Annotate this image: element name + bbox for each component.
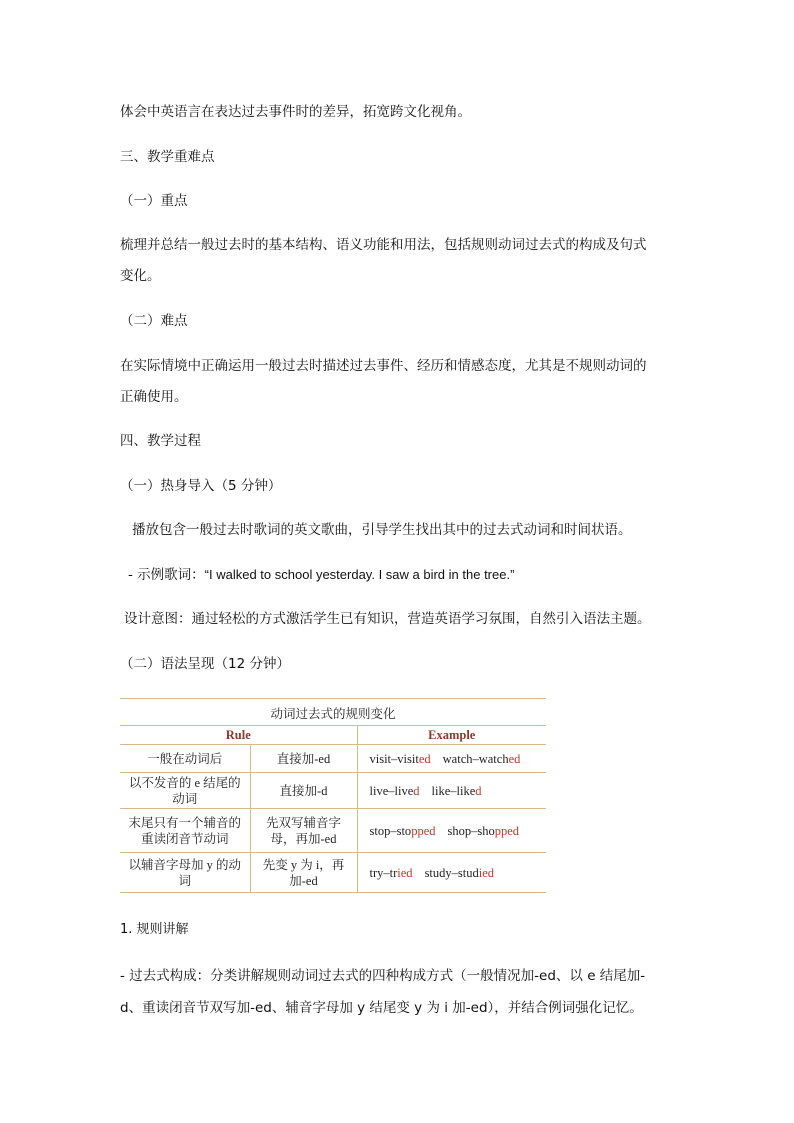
cell-example — [357, 773, 546, 809]
example-1 — [370, 783, 420, 799]
example-ending: ied — [478, 865, 495, 880]
cell-rule: 直接加-ed — [250, 745, 357, 773]
cell-example — [357, 853, 546, 893]
example-ending: d — [413, 783, 420, 798]
example-2 — [432, 783, 482, 799]
lyric-line — [128, 565, 514, 585]
cell-condition: 末尾只有一个辅音的重读闭音节动词 — [120, 809, 250, 853]
table-row — [120, 853, 546, 893]
example-ending: ied — [397, 865, 413, 880]
example-ending: ed — [418, 751, 431, 766]
cell-condition: 以不发音的 e 结尾的动词 — [120, 773, 250, 809]
cell-rule: 直接加-d — [250, 773, 357, 809]
example-2 — [448, 823, 520, 839]
example-base: visit–visit — [369, 751, 419, 766]
example-base: shop–sho — [447, 823, 495, 838]
example-base: try–tr — [369, 865, 398, 880]
paragraph-key-1: 梳理并总结一般过去时的基本结构、语义功能和用法，包括规则动词过去式的构成及句式 — [120, 237, 647, 253]
subheading-difficulties: （二）难点 — [120, 313, 188, 329]
rule-table-grid — [120, 725, 546, 893]
example-2 — [443, 751, 521, 767]
example-1 — [370, 751, 431, 767]
example-base: stop–sto — [369, 823, 412, 838]
example-ending: pped — [494, 823, 520, 838]
example-1 — [370, 865, 413, 881]
example-ending: pped — [411, 823, 436, 838]
paragraph-rule-2: d、重读闭音节双写加-ed、辅音字母加 y 结尾变 y 为 i 加-ed），并结合例词强化记忆。 — [120, 1000, 643, 1016]
example-base: like–like — [431, 783, 476, 798]
table-row — [120, 773, 546, 809]
paragraph-rule-1: - 过去式构成：分类讲解规则动词过去式的四种构成方式（一般情况加-ed、以 e 结尾加- — [120, 968, 646, 984]
subheading-warmup: （一）热身导入（5 分钟） — [120, 478, 282, 494]
example-1 — [370, 823, 436, 839]
subheading-grammar: （二）语法呈现（12 分钟） — [120, 656, 290, 672]
paragraph-key-2: 变化。 — [120, 268, 161, 284]
table-header-row — [120, 726, 546, 745]
table-row — [120, 745, 546, 773]
header-rule: Rule — [120, 726, 357, 745]
cell-example — [357, 809, 546, 853]
cell-rule: 先双写辅音字母，再加-ed — [250, 809, 357, 853]
example-ending: d — [475, 783, 482, 798]
table-row — [120, 809, 546, 853]
cell-condition: 以辅音字母加 y 的动词 — [120, 853, 250, 893]
header-example: Example — [357, 726, 546, 745]
paragraph-intro: 体会中英语言在表达过去事件时的差异，拓宽跨文化视角。 — [120, 104, 471, 120]
example-base: live–live — [369, 783, 414, 798]
section-heading-4: 四、教学过程 — [120, 433, 201, 449]
paragraph-design-intent: 设计意图：通过轻松的方式激活学生已有知识，营造英语学习氛围，自然引入语法主题。 — [124, 611, 651, 627]
cell-condition: 一般在动词后 — [120, 745, 250, 773]
section-heading-3: 三、教学重难点 — [120, 149, 215, 165]
cell-rule: 先变 y 为 i，再加-ed — [250, 853, 357, 893]
example-base: watch–watch — [442, 751, 509, 766]
lyric-prefix: - 示例歌词： — [128, 567, 205, 583]
example-ending: ed — [508, 751, 521, 766]
lyric-text: “I walked to school yesterday. I saw a bird in the tree.” — [204, 567, 515, 582]
example-base: study–stud — [424, 865, 479, 880]
rule-heading: 1. 规则讲解 — [120, 922, 189, 937]
cell-example — [357, 745, 546, 773]
example-2 — [425, 865, 494, 881]
paragraph-diff-1: 在实际情境中正确运用一般过去时描述过去事件、经历和情感态度，尤其是不规则动词的 — [120, 358, 647, 374]
rule-table — [120, 698, 546, 893]
paragraph-warmup: 播放包含一般过去时歌词的英文歌曲，引导学生找出其中的过去式动词和时间状语。 — [132, 522, 632, 538]
table-caption: 动词过去式的规则变化 — [120, 698, 546, 725]
subheading-key-points: （一）重点 — [120, 193, 188, 209]
paragraph-diff-2: 正确使用。 — [120, 389, 188, 405]
